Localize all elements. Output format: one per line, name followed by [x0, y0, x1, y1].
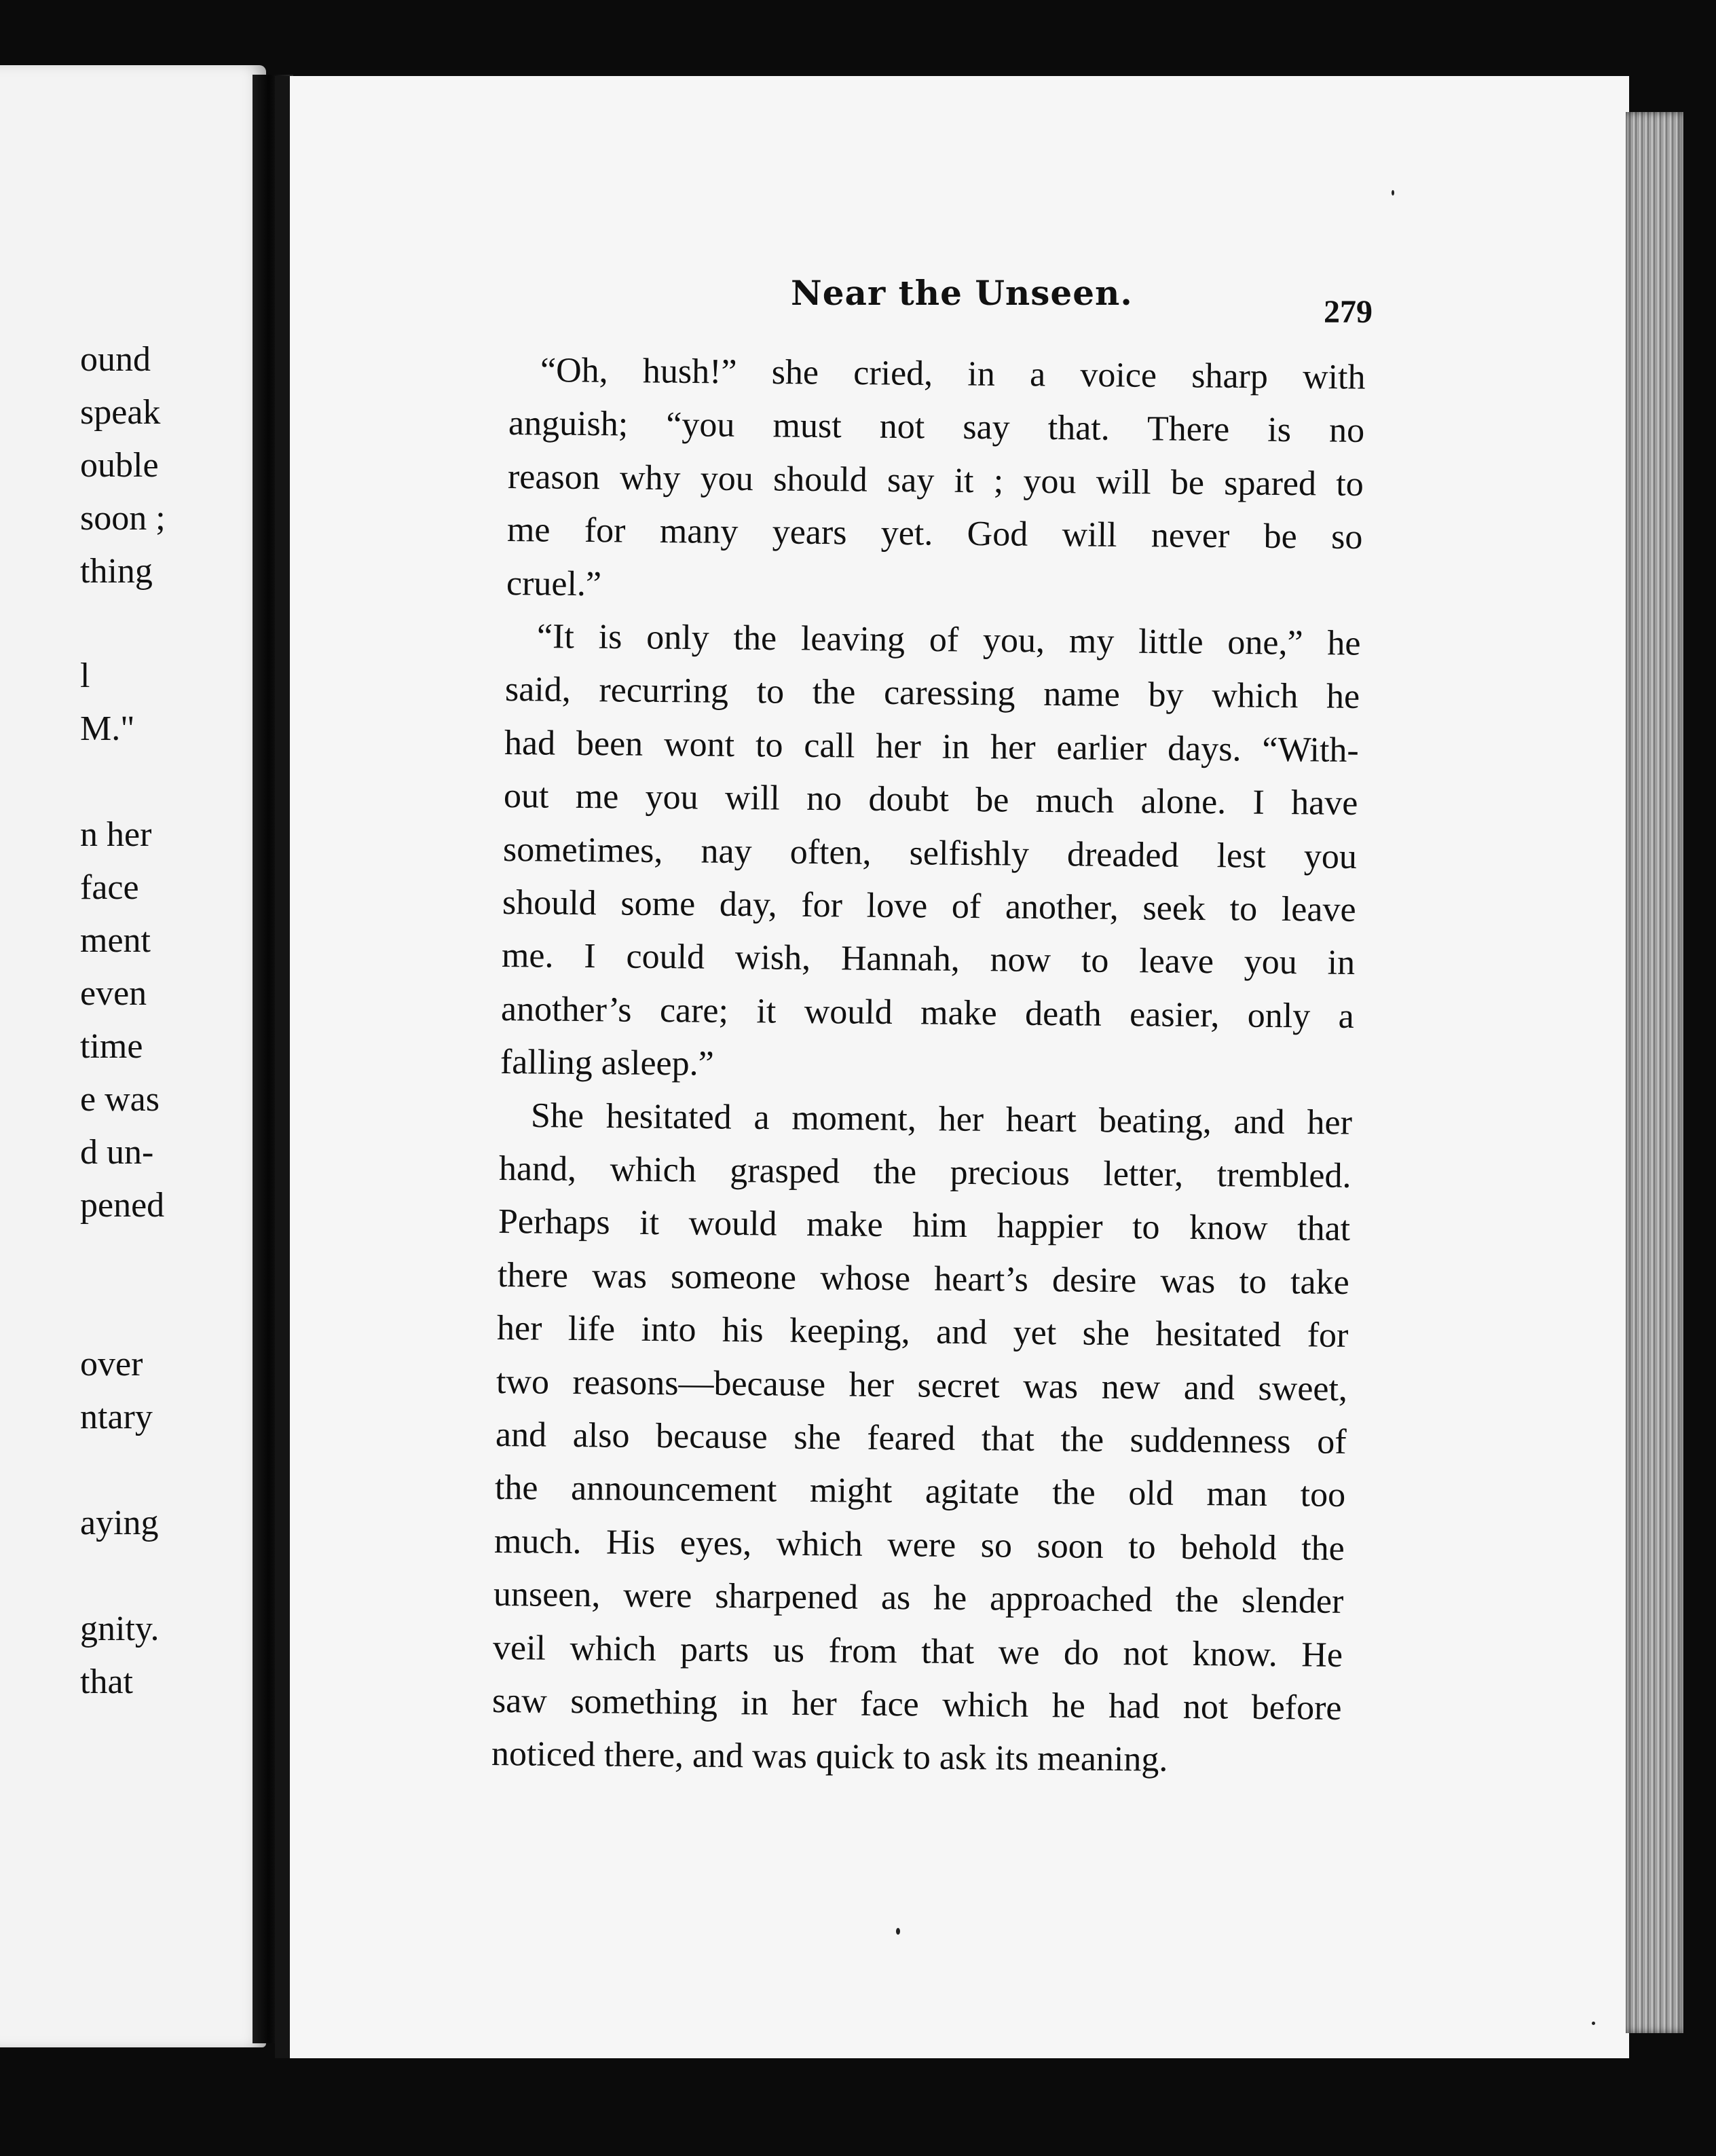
body-line: reason why you should say it ; you will be spared to	[507, 457, 1364, 504]
page-number: 279	[1324, 294, 1373, 330]
body-line: the announcement might agitate the old man too	[494, 1468, 1346, 1515]
body-line: hand, which grasped the precious letter, trembled.	[498, 1149, 1351, 1195]
body-line: her life into his keeping, and yet she hesitated for	[496, 1309, 1349, 1356]
body-line: saw something in her face which he had not before	[491, 1681, 1342, 1728]
body-line: falling asleep.”	[500, 1043, 714, 1083]
body-line: much. His eyes, which were so soon to behold the	[493, 1521, 1345, 1568]
body-line: there was someone whose heart’s desire was to take	[497, 1255, 1349, 1302]
left-page-line: speak	[80, 393, 161, 432]
body-line: Perhaps it would make him happier to know that	[498, 1202, 1351, 1249]
left-page-line: ound	[80, 340, 151, 379]
left-page-line: ment	[80, 921, 151, 960]
left-page-line: l	[80, 656, 90, 695]
scan-speck	[1592, 2022, 1595, 2025]
body-line: veil which parts us from that we do not know. He	[492, 1628, 1343, 1675]
left-page-line: gnity.	[80, 1610, 160, 1648]
body-line: out me you will no doubt be much alone. I have	[503, 777, 1358, 823]
left-page-line: ouble	[80, 446, 159, 485]
body-line: and also because she feared that the suddenness of	[495, 1415, 1347, 1462]
body-line: said, recurring to the caressing name by which he	[504, 670, 1360, 717]
body-line: two reasons—because her secret was new and sweet,	[496, 1362, 1348, 1409]
body-line: me. I could wish, Hannah, now to leave you in	[501, 936, 1356, 983]
body-line: cruel.”	[506, 563, 602, 603]
body-line: noticed there, and was quick to ask its meaning.	[491, 1734, 1168, 1780]
body-line: me for many years yet. God will never be so	[506, 510, 1363, 557]
body-line: had been wont to call her in her earlier days. “With-	[504, 723, 1360, 770]
body-line: “It is only the leaving of you, my little one,” he	[536, 617, 1361, 663]
left-page-line: M."	[80, 709, 135, 748]
left-page-line: ntary	[80, 1398, 153, 1436]
scan-speck	[896, 1928, 900, 1935]
body-line: “Oh, hush!” she cried, in a voice sharp with	[540, 351, 1366, 397]
running-title: Near the Unseen.	[791, 273, 1133, 313]
body-line: anguish; “you must not say that. There is no	[508, 404, 1365, 451]
body-line: sometimes, nay often, selfishly dreaded lest you	[502, 830, 1358, 876]
body-line: another’s care; it would make death easier, only a	[500, 989, 1354, 1036]
left-page-line: over	[80, 1345, 143, 1383]
left-page-line: that	[80, 1662, 133, 1701]
left-page-line: aying	[80, 1504, 159, 1542]
left-page-line: time	[80, 1027, 143, 1066]
left-page-line: thing	[80, 552, 153, 591]
body-line: should some day, for love of another, seek to leave	[502, 883, 1356, 929]
left-page-line: even	[80, 974, 147, 1013]
left-page-line: face	[80, 868, 139, 907]
body-line: unseen, were sharpened as he approached the slender	[493, 1575, 1344, 1622]
left-page-line: d un-	[80, 1133, 154, 1172]
left-page-line: n her	[80, 815, 152, 854]
left-page-line: e was	[80, 1080, 160, 1119]
body-line: She hesitated a moment, her heart beating, and her	[530, 1096, 1353, 1142]
left-page-line: soon ;	[80, 499, 166, 538]
left-page-line: pened	[80, 1186, 165, 1225]
scan-speck	[1392, 190, 1394, 196]
